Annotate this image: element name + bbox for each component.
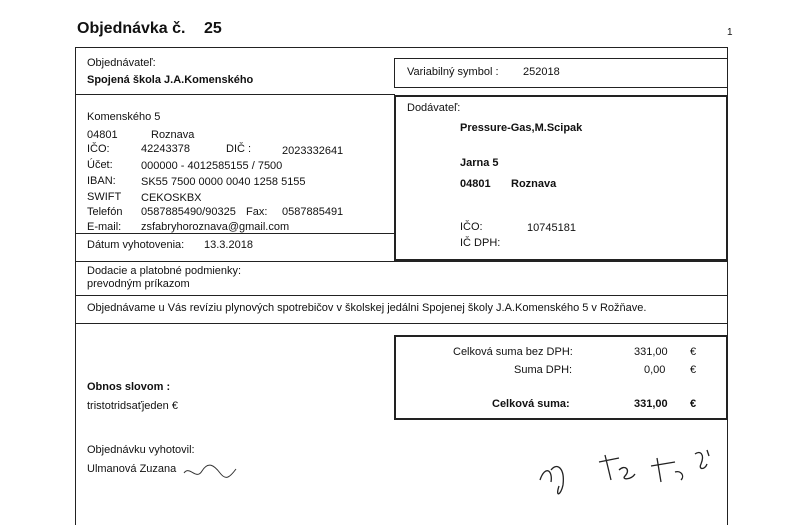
orderer-account: 000000 - 4012585155 / 7500 bbox=[141, 160, 283, 172]
orderer-email: zsfabryhoroznava@gmail.com bbox=[141, 221, 290, 233]
orderer-fax-label: Fax: bbox=[246, 206, 268, 218]
currency-sign-2: € bbox=[690, 364, 697, 376]
orderer-iban: SK55 7500 0000 0040 1258 5155 bbox=[141, 176, 306, 188]
total-without-vat-value: 331,00 bbox=[634, 346, 668, 358]
orderer-account-label: Účet: bbox=[87, 159, 113, 171]
amount-words-label: Obnos slovom : bbox=[87, 381, 171, 393]
orderer-fax: 0587885491 bbox=[282, 206, 344, 218]
supplier-city: Roznava bbox=[511, 178, 557, 190]
orderer-phone: 0587885490/90325 bbox=[141, 206, 236, 218]
orderer-phone-label: Telefón bbox=[87, 206, 123, 218]
orderer-zip: 04801 bbox=[87, 129, 118, 141]
document-title bbox=[77, 20, 222, 38]
order-text: Objednávame u Vás revíziu plynových spotrebičov v školskej jedálni Spojenej školy J.A.Komenského 5 v Rožňave. bbox=[87, 302, 647, 314]
order-number: 25 bbox=[203, 20, 222, 37]
issued-by-name: Ulmanová Zuzana bbox=[87, 463, 177, 475]
delivery-label: Dodacie a platobné podmienky: bbox=[87, 265, 242, 277]
orderer-email-label: E-mail: bbox=[87, 221, 122, 233]
issuer-signature bbox=[180, 455, 240, 485]
orderer-ico: 42243378 bbox=[141, 143, 190, 155]
supplier-zip: 04801 bbox=[460, 178, 491, 190]
currency-sign-3: € bbox=[690, 398, 697, 410]
issue-date-divider bbox=[75, 233, 395, 234]
supplier-icdph-label: IČ DPH: bbox=[460, 237, 501, 249]
orderer-dic-label: DIČ : bbox=[226, 143, 252, 155]
page-number: 1 bbox=[727, 27, 733, 38]
supplier-box bbox=[394, 95, 728, 261]
order-text-divider bbox=[75, 295, 728, 296]
total-value: 331,00 bbox=[634, 398, 668, 410]
supplier-signature bbox=[535, 440, 725, 500]
delivery-divider bbox=[75, 261, 728, 262]
supplier-street: Jarna 5 bbox=[460, 157, 499, 169]
title-label: Objednávka č. bbox=[77, 20, 186, 37]
orderer-swift-label: SWIFT bbox=[87, 191, 122, 203]
currency-sign-1: € bbox=[690, 346, 697, 358]
supplier-ico: 10745181 bbox=[527, 222, 576, 234]
orderer-label: Objednávateľ: bbox=[87, 57, 156, 69]
supplier-label: Dodávateľ: bbox=[407, 102, 461, 114]
issued-by-label: Objednávku vyhotovil: bbox=[87, 444, 195, 456]
supplier-ico-label: IČO: bbox=[460, 221, 483, 233]
orderer-ico-label: IČO: bbox=[87, 143, 110, 155]
delivery-value: prevodným príkazom bbox=[87, 278, 190, 290]
frame-top-line bbox=[75, 47, 728, 48]
variable-symbol-label: Variabilný symbol : bbox=[407, 66, 499, 78]
orderer-iban-label: IBAN: bbox=[87, 175, 116, 187]
total-without-vat-label: Celková suma bez DPH: bbox=[453, 346, 573, 358]
vat-label: Suma DPH: bbox=[514, 364, 573, 376]
orderer-street: Komenského 5 bbox=[87, 111, 161, 123]
orderer-dic: 2023332641 bbox=[282, 145, 344, 157]
supplier-name: Pressure-Gas,M.Scipak bbox=[460, 122, 583, 134]
total-label: Celková suma: bbox=[492, 398, 570, 410]
issue-date-label: Dátum vyhotovenia: bbox=[87, 239, 185, 251]
orderer-name: Spojená škola J.A.Komenského bbox=[87, 74, 254, 86]
amount-words-value: tristotridsaťjeden € bbox=[87, 400, 178, 412]
vat-value: 0,00 bbox=[644, 364, 666, 376]
orderer-city: Roznava bbox=[151, 129, 195, 141]
frame-left-line bbox=[75, 47, 76, 525]
orderer-divider bbox=[75, 94, 395, 95]
variable-symbol-value: 252018 bbox=[523, 66, 560, 78]
orderer-swift: CEKOSKBX bbox=[141, 192, 202, 204]
order-text-bottom-divider bbox=[75, 323, 728, 324]
issue-date-value: 13.3.2018 bbox=[204, 239, 253, 251]
